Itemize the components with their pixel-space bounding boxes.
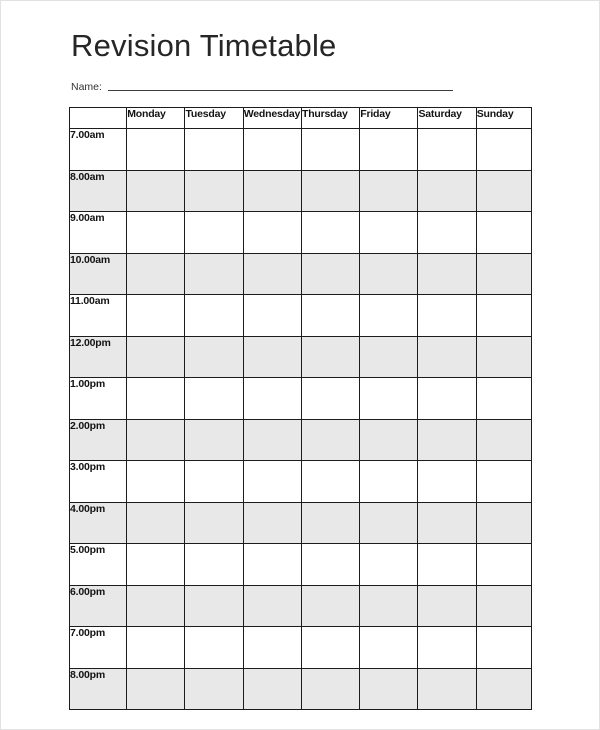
timetable-entry-cell[interactable]	[360, 129, 418, 171]
timetable-entry-cell[interactable]	[476, 212, 531, 254]
revision-timetable	[69, 107, 532, 710]
page-title: Revision Timetable	[71, 28, 337, 63]
timetable-entry-cell[interactable]	[243, 253, 301, 295]
timetable-entry-cell[interactable]	[127, 502, 185, 544]
timetable-entry-cell[interactable]	[476, 627, 531, 669]
timetable-entry-cell[interactable]	[185, 129, 243, 171]
timetable-entry-cell[interactable]	[476, 295, 531, 337]
time-label-cell: 8.00am	[70, 170, 127, 212]
table-body	[70, 129, 532, 710]
timetable-entry-cell[interactable]	[418, 668, 476, 710]
time-label-cell: 7.00am	[70, 129, 127, 171]
timetable-entry-cell[interactable]	[476, 336, 531, 378]
timetable-entry-cell[interactable]	[476, 419, 531, 461]
name-field-row	[69, 77, 533, 93]
timetable-entry-cell[interactable]	[418, 544, 476, 586]
timetable-entry-cell[interactable]	[185, 544, 243, 586]
timetable-entry-cell[interactable]	[476, 170, 531, 212]
timetable-entry-cell[interactable]	[360, 253, 418, 295]
timetable-entry-cell[interactable]	[243, 544, 301, 586]
timetable-entry-cell[interactable]	[243, 170, 301, 212]
header-row	[70, 108, 532, 129]
timetable-entry-cell[interactable]	[127, 627, 185, 669]
timetable-entry-cell[interactable]	[243, 129, 301, 171]
timetable-entry-cell[interactable]	[185, 419, 243, 461]
timetable-entry-cell[interactable]	[185, 668, 243, 710]
timetable-entry-cell[interactable]	[243, 627, 301, 669]
timetable-entry-cell[interactable]	[185, 627, 243, 669]
timetable-entry-cell[interactable]	[127, 585, 185, 627]
table-row	[70, 419, 532, 461]
timetable-entry-cell[interactable]	[243, 502, 301, 544]
column-header-monday: Monday	[127, 108, 185, 129]
timetable-entry-cell[interactable]	[418, 336, 476, 378]
timetable-entry-cell[interactable]	[185, 170, 243, 212]
table-row	[70, 212, 532, 254]
timetable-entry-cell[interactable]	[127, 170, 185, 212]
time-label-cell: 10.00am	[70, 253, 127, 295]
timetable-entry-cell[interactable]	[185, 585, 243, 627]
timetable-entry-cell[interactable]	[476, 502, 531, 544]
timetable-entry-cell[interactable]	[301, 668, 359, 710]
timetable-entry-cell[interactable]	[243, 336, 301, 378]
timetable-entry-cell[interactable]	[360, 502, 418, 544]
timetable-entry-cell[interactable]	[360, 170, 418, 212]
timetable-entry-cell[interactable]	[185, 295, 243, 337]
table-row	[70, 295, 532, 337]
timetable-entry-cell[interactable]	[360, 544, 418, 586]
timetable-entry-cell[interactable]	[301, 295, 359, 337]
timetable-entry-cell[interactable]	[476, 461, 531, 503]
timetable-entry-cell[interactable]	[243, 668, 301, 710]
table-row	[70, 461, 532, 503]
timetable-entry-cell[interactable]	[127, 419, 185, 461]
column-header-sunday: Sunday	[476, 108, 531, 129]
timetable-entry-cell[interactable]	[127, 295, 185, 337]
timetable-entry-cell[interactable]	[360, 336, 418, 378]
timetable-entry-cell[interactable]	[185, 336, 243, 378]
timetable-entry-cell[interactable]	[301, 253, 359, 295]
timetable-entry-cell[interactable]	[243, 585, 301, 627]
timetable-entry-cell[interactable]	[185, 461, 243, 503]
table-header	[70, 108, 532, 129]
timetable-entry-cell[interactable]	[301, 502, 359, 544]
timetable-entry-cell[interactable]	[476, 544, 531, 586]
table-row	[70, 253, 532, 295]
timetable-entry-cell[interactable]	[418, 295, 476, 337]
timetable-entry-cell[interactable]	[476, 253, 531, 295]
timetable-entry-cell[interactable]	[301, 170, 359, 212]
timetable-entry-cell[interactable]	[301, 129, 359, 171]
time-label-cell: 8.00pm	[70, 668, 127, 710]
timetable-entry-cell[interactable]	[360, 378, 418, 420]
column-header-saturday: Saturday	[418, 108, 476, 129]
timetable-entry-cell[interactable]	[127, 544, 185, 586]
timetable-entry-cell[interactable]	[185, 253, 243, 295]
timetable-entry-cell[interactable]	[185, 378, 243, 420]
timetable-entry-cell[interactable]	[243, 378, 301, 420]
timetable-entry-cell[interactable]	[301, 544, 359, 586]
timetable-entry-cell[interactable]	[476, 129, 531, 171]
header-corner-cell	[70, 108, 127, 129]
column-header-friday: Friday	[360, 108, 418, 129]
timetable-entry-cell[interactable]	[243, 295, 301, 337]
time-label-cell: 12.00pm	[70, 336, 127, 378]
table-row	[70, 668, 532, 710]
timetable-entry-cell[interactable]	[418, 253, 476, 295]
table-row	[70, 336, 532, 378]
timetable-entry-cell[interactable]	[418, 129, 476, 171]
table-row	[70, 170, 532, 212]
timetable-entry-cell[interactable]	[476, 378, 531, 420]
timetable-entry-cell[interactable]	[301, 419, 359, 461]
timetable-entry-cell[interactable]	[185, 502, 243, 544]
time-label-cell: 1.00pm	[70, 378, 127, 420]
name-label: Name:	[71, 81, 102, 94]
column-header-thursday: Thursday	[301, 108, 359, 129]
timetable-entry-cell[interactable]	[301, 212, 359, 254]
timetable-entry-cell[interactable]	[360, 585, 418, 627]
timetable-entry-cell[interactable]	[127, 461, 185, 503]
table-row	[70, 627, 532, 669]
timetable-entry-cell[interactable]	[360, 212, 418, 254]
timetable-entry-cell[interactable]	[127, 668, 185, 710]
timetable-entry-cell[interactable]	[301, 627, 359, 669]
timetable-entry-cell[interactable]	[418, 585, 476, 627]
time-label-cell: 7.00pm	[70, 627, 127, 669]
timetable-entry-cell[interactable]	[418, 627, 476, 669]
table-row	[70, 544, 532, 586]
timetable-entry-cell[interactable]	[418, 212, 476, 254]
timetable-entry-cell[interactable]	[418, 419, 476, 461]
timetable-entry-cell[interactable]	[418, 461, 476, 503]
timetable-entry-cell[interactable]	[301, 461, 359, 503]
timetable-entry-cell[interactable]	[476, 668, 531, 710]
timetable-entry-cell[interactable]	[418, 502, 476, 544]
table-row	[70, 502, 532, 544]
timetable-entry-cell[interactable]	[360, 295, 418, 337]
time-label-cell: 9.00am	[70, 212, 127, 254]
time-label-cell: 2.00pm	[70, 419, 127, 461]
timetable-entry-cell[interactable]	[185, 212, 243, 254]
timetable-entry-cell[interactable]	[301, 585, 359, 627]
timetable-entry-cell[interactable]	[418, 378, 476, 420]
timetable-entry-cell[interactable]	[127, 253, 185, 295]
timetable-entry-cell[interactable]	[360, 461, 418, 503]
time-label-cell: 11.00am	[70, 295, 127, 337]
timetable-entry-cell[interactable]	[360, 627, 418, 669]
timetable-entry-cell[interactable]	[476, 585, 531, 627]
time-label-cell: 3.00pm	[70, 461, 127, 503]
table-row	[70, 585, 532, 627]
timetable-entry-cell[interactable]	[127, 129, 185, 171]
timetable-entry-cell[interactable]	[360, 419, 418, 461]
column-header-wednesday: Wednesday	[243, 108, 301, 129]
timetable-entry-cell[interactable]	[127, 212, 185, 254]
timetable-entry-cell[interactable]	[127, 378, 185, 420]
timetable-entry-cell[interactable]	[243, 461, 301, 503]
name-input-line[interactable]	[108, 90, 453, 91]
timetable-entry-cell[interactable]	[301, 336, 359, 378]
timetable-entry-cell[interactable]	[127, 336, 185, 378]
timetable-entry-cell[interactable]	[360, 668, 418, 710]
table-row	[70, 378, 532, 420]
page-content	[69, 29, 533, 710]
timetable-entry-cell[interactable]	[243, 419, 301, 461]
time-label-cell: 4.00pm	[70, 502, 127, 544]
timetable-entry-cell[interactable]	[243, 212, 301, 254]
time-label-cell: 6.00pm	[70, 585, 127, 627]
timetable-entry-cell[interactable]	[301, 378, 359, 420]
timetable-entry-cell[interactable]	[418, 170, 476, 212]
time-label-cell: 5.00pm	[70, 544, 127, 586]
table-row	[70, 129, 532, 171]
column-header-tuesday: Tuesday	[185, 108, 243, 129]
